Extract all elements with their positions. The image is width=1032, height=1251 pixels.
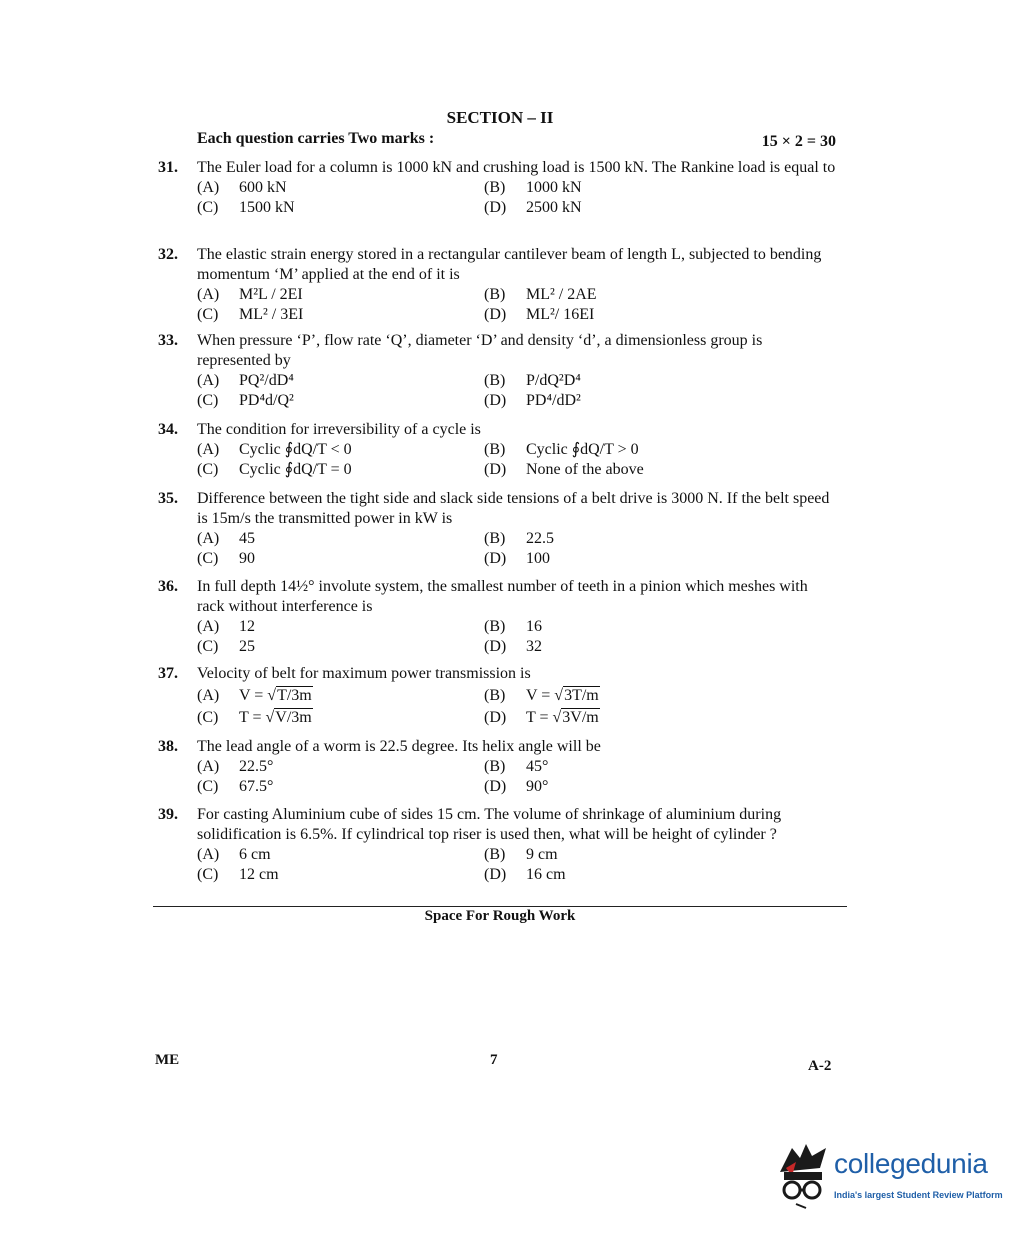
question-number: 39. bbox=[158, 806, 178, 823]
question-text: The lead angle of a worm is 22.5 degree. Its helix angle will be bbox=[197, 738, 601, 755]
option-b: (B) 22.5 bbox=[484, 530, 554, 547]
option-c: (C) Cyclic ∮dQ/T = 0 bbox=[197, 461, 352, 478]
question-33 bbox=[158, 331, 838, 411]
options bbox=[197, 285, 838, 325]
option-c: (C) 1500 kN bbox=[197, 199, 295, 216]
question-number: 35. bbox=[158, 490, 178, 507]
option-b: (B) V = √3T/m bbox=[484, 687, 599, 704]
option-d: (D) None of the above bbox=[484, 461, 644, 478]
question-number: 36. bbox=[158, 578, 178, 595]
option-d: (D) PD⁴/dD² bbox=[484, 392, 581, 409]
option-b: (B) Cyclic ∮dQ/T > 0 bbox=[484, 441, 639, 458]
option-c: (C) 90 bbox=[197, 550, 255, 567]
option-b: (B) 16 bbox=[484, 618, 542, 635]
question-39 bbox=[158, 805, 838, 885]
option-d: (D) ML²/ 16EI bbox=[484, 306, 595, 323]
options bbox=[197, 440, 838, 480]
question-37 bbox=[158, 664, 838, 728]
mascot-icon bbox=[770, 1142, 832, 1212]
option-a: (A) 12 bbox=[197, 618, 255, 635]
footer-booklet-code: A-2 bbox=[808, 1058, 832, 1074]
option-a: (A) M²L / 2EI bbox=[197, 286, 303, 303]
collegedunia-logo bbox=[770, 1142, 1010, 1222]
option-a: (A) Cyclic ∮dQ/T < 0 bbox=[197, 441, 352, 458]
section-title: SECTION – II bbox=[446, 108, 554, 127]
option-a: (A) V = √T/3m bbox=[197, 687, 312, 704]
question-text: The condition for irreversibility of a cycle is bbox=[197, 421, 481, 438]
section-instruction: Each question carries Two marks : bbox=[197, 130, 435, 147]
option-c: (C) PD⁴d/Q² bbox=[197, 392, 294, 409]
logo-tagline: India's largest Student Review Platform bbox=[834, 1190, 1003, 1200]
option-b: (B) 1000 kN bbox=[484, 179, 582, 196]
option-d: (D) 2500 kN bbox=[484, 199, 582, 216]
options bbox=[197, 845, 838, 885]
options bbox=[197, 684, 838, 728]
question-38 bbox=[158, 737, 838, 797]
question-text: When pressure ‘P’, flow rate ‘Q’, diameter ‘D’ and density ‘d’, a dimensionless group is represented by bbox=[197, 332, 763, 369]
question-number: 37. bbox=[158, 665, 178, 682]
option-a: (A) PQ²/dD⁴ bbox=[197, 372, 294, 389]
rough-work-label: Space For Rough Work bbox=[424, 908, 576, 924]
footer-page-number: 7 bbox=[490, 1052, 498, 1068]
divider bbox=[153, 906, 847, 907]
option-c: (C) 67.5° bbox=[197, 778, 274, 795]
question-32 bbox=[158, 245, 838, 325]
option-c: (C) 25 bbox=[197, 638, 255, 655]
question-text: Difference between the tight side and slack side tensions of a belt drive is 3000 N. If the belt speed is 15m/s the transmitted power in kW is bbox=[197, 490, 830, 527]
question-text: Velocity of belt for maximum power transmission is bbox=[197, 665, 531, 682]
option-b: (B) ML² / 2AE bbox=[484, 286, 597, 303]
section-marks: 15 × 2 = 30 bbox=[761, 133, 836, 150]
option-d: (D) 32 bbox=[484, 638, 542, 655]
question-text: For casting Aluminium cube of sides 15 cm. The volume of shrinkage of aluminium during solidification is 6.5%. If cylindrical top riser is used then, what will be height of cylinder ? bbox=[197, 806, 782, 843]
logo-wordmark: collegedunia bbox=[834, 1148, 988, 1179]
options bbox=[197, 178, 838, 218]
question-number: 31. bbox=[158, 159, 178, 176]
options bbox=[197, 529, 838, 569]
footer-subject-code: ME bbox=[155, 1052, 180, 1068]
option-c: (C) T = √V/3m bbox=[197, 709, 312, 726]
option-a: (A) 600 kN bbox=[197, 179, 287, 196]
option-c: (C) 12 cm bbox=[197, 866, 279, 883]
question-text: The elastic strain energy stored in a rectangular cantilever beam of length L, subjected to bending momentum ‘M’ applied at the end of it is bbox=[197, 246, 822, 283]
option-d: (D) 16 cm bbox=[484, 866, 566, 883]
option-d: (D) 90° bbox=[484, 778, 549, 795]
option-b: (B) P/dQ²D⁴ bbox=[484, 372, 581, 389]
question-number: 33. bbox=[158, 332, 178, 349]
options bbox=[197, 371, 838, 411]
question-number: 34. bbox=[158, 421, 178, 438]
option-b: (B) 45° bbox=[484, 758, 549, 775]
options bbox=[197, 757, 838, 797]
question-31 bbox=[158, 158, 838, 218]
option-b: (B) 9 cm bbox=[484, 846, 558, 863]
question-35 bbox=[158, 489, 838, 569]
option-c: (C) ML² / 3EI bbox=[197, 306, 304, 323]
question-36 bbox=[158, 577, 838, 657]
option-a: (A) 6 cm bbox=[197, 846, 271, 863]
options bbox=[197, 617, 838, 657]
question-34 bbox=[158, 420, 838, 480]
question-text: The Euler load for a column is 1000 kN and crushing load is 1500 kN. The Rankine load is equal to bbox=[197, 159, 836, 176]
question-number: 32. bbox=[158, 246, 178, 263]
option-a: (A) 45 bbox=[197, 530, 255, 547]
option-d: (D) 100 bbox=[484, 550, 550, 567]
question-number: 38. bbox=[158, 738, 178, 755]
question-text: In full depth 14½° involute system, the smallest number of teeth in a pinion which meshes with rack without interference is bbox=[197, 578, 808, 615]
option-d: (D) T = √3V/m bbox=[484, 709, 599, 726]
option-a: (A) 22.5° bbox=[197, 758, 274, 775]
